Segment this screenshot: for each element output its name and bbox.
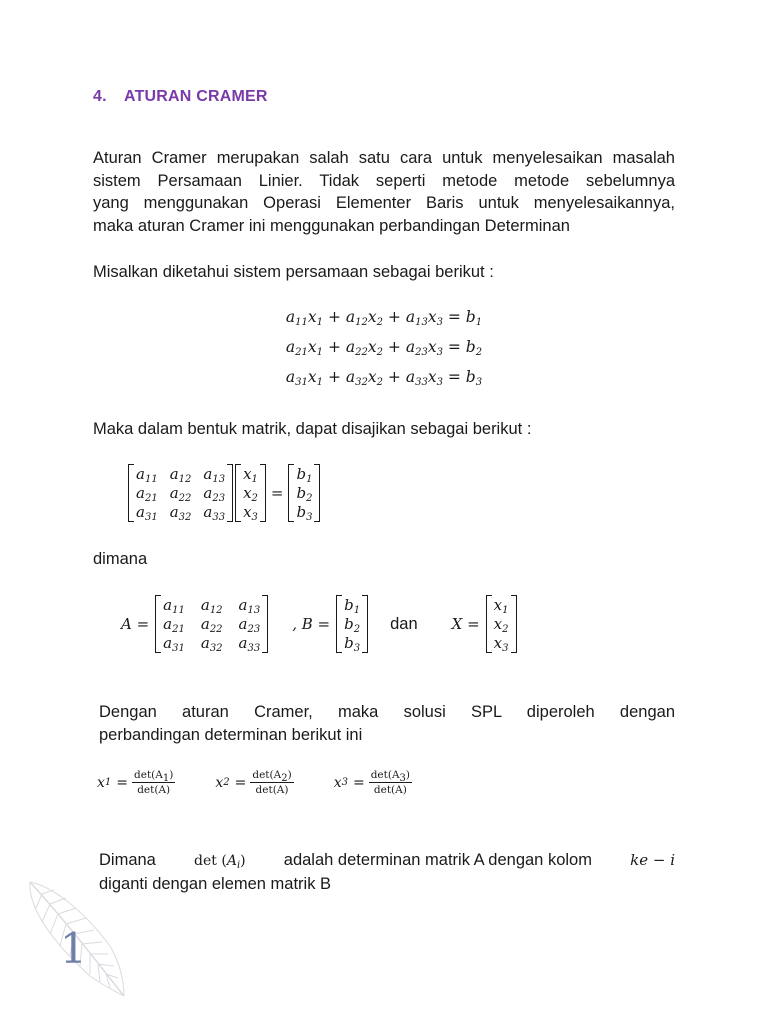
- formula-x1: x 1 = $\frac{\det(A_1)}{\det(A)}$: [97, 769, 174, 796]
- formula-x2: x 2 = $\frac{\det(A_2)}{\det(A)}$: [215, 769, 292, 796]
- equation-2: $a_{21}x_1 + a_{22}x_2 + a_{23}x_3 = b_2$: [285, 338, 483, 358]
- matrix-intro: Maka dalam bentuk matrik, dapat disajikan sebagai berikut :: [93, 420, 532, 438]
- closing-line-1: [99, 849, 675, 873]
- section-number: 4.: [93, 88, 107, 105]
- cramer-paragraph: [99, 701, 675, 746]
- cramer-line: perbandingan determinan berikut ini: [99, 725, 363, 744]
- matrix-a: $a_{11}$ $a_{12}$ $a_{13}$ $a_{21}$ $a_{22}$ $a_{23}$ $a_{31}$ $a_{32}$ $a_{33}$: [155, 595, 268, 653]
- section-heading: [93, 88, 268, 106]
- matrix-equation: $a_{11}$ $a_{12}$ $a_{13}$ $a_{21}$ $a_{22}$ $a_{23}$ $a_{31}$ $a_{32}$ $a_{33}$ $x_1$ $x_2$ $x_3$ = $b_1$ $b_2$ $b_3$: [128, 464, 320, 522]
- dimana-label: dimana: [93, 550, 148, 568]
- matrix-x-label: X =: [451, 615, 480, 633]
- coefficient-matrix: $a_{11}$ $a_{12}$ $a_{13}$ $a_{21}$ $a_{22}$ $a_{23}$ $a_{31}$ $a_{32}$ $a_{33}$: [128, 464, 233, 522]
- variable-vector: $x_1$ $x_2$ $x_3$: [235, 464, 266, 522]
- intro-line: yang menggunakan Operasi Elementer Baris untuk menyelesaikannya,: [93, 194, 675, 212]
- cramer-formulas: [97, 769, 412, 796]
- det-ai: $\det (A_i)$: [194, 853, 246, 871]
- matrix-b-label: , B =: [292, 615, 331, 633]
- system-intro: Misalkan diketahui sistem persamaan sebagai berikut :: [93, 263, 494, 281]
- equation-1: $a_{11}x_1 + a_{12}x_2 + a_{13}x_3 = b_1$: [285, 308, 483, 328]
- constant-vector: $b_1$ $b_2$ $b_3$: [288, 464, 320, 522]
- kolom-ke-i: ke − i: [630, 851, 675, 869]
- matrix-a-label: A =: [121, 615, 150, 633]
- closing-line-2: diganti dengan elemen matrik B: [99, 874, 332, 893]
- dan-label: dan: [390, 614, 418, 633]
- intro-line: Aturan Cramer merupakan salah satu cara untuk menyelesaikan masalah: [93, 149, 675, 167]
- matrix-x: $x_1$ $x_2$ $x_3$: [486, 595, 517, 653]
- intro-line: sistem Persamaan Linier. Tidak seperti metode metode sebelumnya: [93, 171, 675, 190]
- formula-x3: x 3 = $\frac{\det(A_3)}{\det(A)}$: [333, 769, 411, 796]
- cramer-line: Dengan aturan Cramer, maka solusi SPL diperoleh dengan: [99, 703, 675, 721]
- section-title: ATURAN CRAMER: [124, 88, 268, 105]
- closing-paragraph: [99, 849, 675, 895]
- page-number: 1: [60, 924, 87, 973]
- matrix-b: $b_1$ $b_2$ $b_3$: [336, 595, 368, 653]
- equation-3: $a_{31}x_1 + a_{32}x_2 + a_{33}x_3 = b_3$: [285, 368, 483, 388]
- closing-prefix: Dimana: [99, 851, 156, 869]
- intro-line: maka aturan Cramer ini menggunakan perbandingan Determinan: [93, 216, 570, 235]
- matrix-definitions: [121, 595, 517, 653]
- closing-middle: adalah determinan matrik A dengan kolom: [283, 851, 592, 869]
- intro-paragraph: [93, 147, 675, 237]
